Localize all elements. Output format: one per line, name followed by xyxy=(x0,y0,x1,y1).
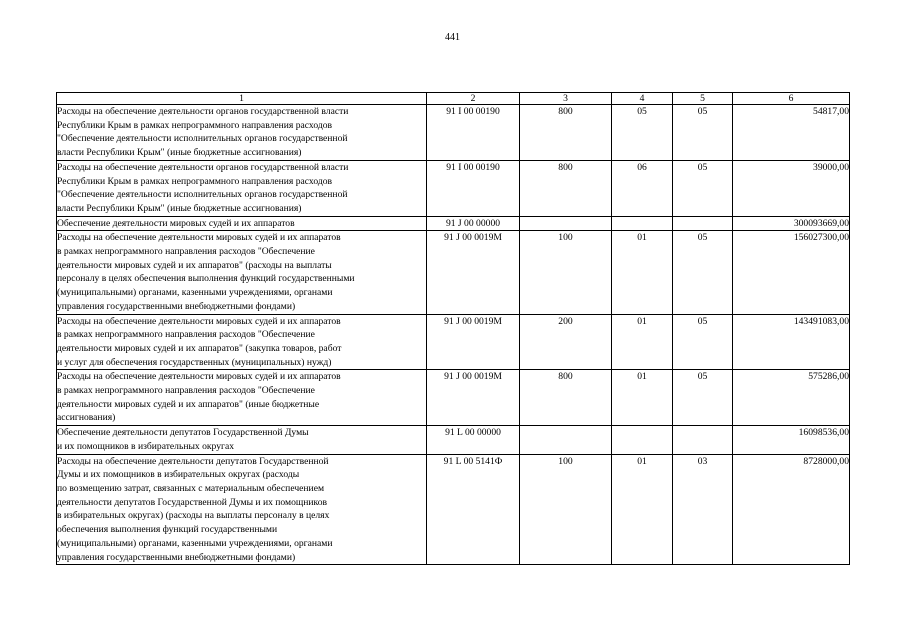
expense-type-cell: 800 xyxy=(520,105,612,161)
subsection-cell: 05 xyxy=(673,231,733,314)
table-row xyxy=(57,426,850,454)
section-cell: 05 xyxy=(612,105,673,161)
table-row xyxy=(57,370,850,426)
expense-description-cell: Обеспечение деятельности мировых судей и их аппаратов xyxy=(57,216,427,231)
column-number-header: 2 xyxy=(427,93,520,105)
section-cell: 01 xyxy=(612,231,673,314)
column-number-header: 5 xyxy=(673,93,733,105)
expense-type-cell xyxy=(520,216,612,231)
subsection-cell: 05 xyxy=(673,314,733,370)
amount-cell: 54817,00 xyxy=(733,105,850,161)
target-article-code-cell: 91 I 00 00190 xyxy=(427,160,520,216)
subsection-cell xyxy=(673,426,733,454)
amount-cell: 143491083,00 xyxy=(733,314,850,370)
section-cell: 01 xyxy=(612,454,673,565)
expense-description-cell: Расходы на обеспечение деятельности депутатов Государственной Думы и их помощников в избирательных округах (расходы по возмещению затрат, связанных с материальным обеспечением деятельности депутатов Государственной Думы и их помощников в избирательных округах) (расходы на выплаты персоналу в целях обеспечения выполнения функций государственными (муниципальными) органами, казенными учреждениями, органами управления государственными внебюджетными фондами) xyxy=(57,454,427,565)
expense-type-cell: 100 xyxy=(520,454,612,565)
column-number-header: 6 xyxy=(733,93,850,105)
target-article-code-cell: 91 J 00 0019М xyxy=(427,231,520,314)
expense-description-cell: Обеспечение деятельности депутатов Государственной Думы и их помощников в избирательных округах xyxy=(57,426,427,454)
amount-cell: 575286,00 xyxy=(733,370,850,426)
subsection-cell: 05 xyxy=(673,105,733,161)
table-row xyxy=(57,105,850,161)
expense-type-cell: 200 xyxy=(520,314,612,370)
expense-description-cell: Расходы на обеспечение деятельности мировых судей и их аппаратов в рамках непрограммного направления расходов "Обеспечение деятельности мировых судей и их аппаратов" (закупка товаров, работ и услуг для обеспечения государственных (муниципальных) нужд) xyxy=(57,314,427,370)
expense-type-cell: 800 xyxy=(520,370,612,426)
target-article-code-cell: 91 L 00 5141Ф xyxy=(427,454,520,565)
table-row xyxy=(57,160,850,216)
expense-description-cell: Расходы на обеспечение деятельности органов государственной власти Республики Крым в рамках непрограммного направления расходов "Обеспечение деятельности исполнительных органов государственной власти Республики Крым" (иные бюджетные ассигнования) xyxy=(57,105,427,161)
target-article-code-cell: 91 J 00 00000 xyxy=(427,216,520,231)
subsection-cell: 03 xyxy=(673,454,733,565)
column-number-header: 1 xyxy=(57,93,427,105)
expense-description-cell: Расходы на обеспечение деятельности мировых судей и их аппаратов в рамках непрограммного направления расходов "Обеспечение деятельности мировых судей и их аппаратов" (иные бюджетные ассигнования) xyxy=(57,370,427,426)
amount-cell: 39000,00 xyxy=(733,160,850,216)
amount-cell: 156027300,00 xyxy=(733,231,850,314)
expense-type-cell xyxy=(520,426,612,454)
target-article-code-cell: 91 J 00 0019М xyxy=(427,314,520,370)
amount-cell: 300093669,00 xyxy=(733,216,850,231)
expense-description-cell: Расходы на обеспечение деятельности органов государственной власти Республики Крым в рамках непрограммного направления расходов "Обеспечение деятельности исполнительных органов государственной власти Республики Крым" (иные бюджетные ассигнования) xyxy=(57,160,427,216)
budget-table xyxy=(56,92,850,565)
page-number: 441 xyxy=(445,32,460,43)
table-row xyxy=(57,231,850,314)
amount-cell: 8728000,00 xyxy=(733,454,850,565)
subsection-cell: 05 xyxy=(673,370,733,426)
table-header-row xyxy=(57,93,850,105)
target-article-code-cell: 91 I 00 00190 xyxy=(427,105,520,161)
table-row xyxy=(57,454,850,565)
table-row xyxy=(57,216,850,231)
section-cell xyxy=(612,216,673,231)
expense-description-cell: Расходы на обеспечение деятельности мировых судей и их аппаратов в рамках непрограммного направления расходов "Обеспечение деятельности мировых судей и их аппаратов" (расходы на выплаты персоналу в целях обеспечения выполнения функций государственными (муниципальными) органами, казенными учреждениями, органами управления государственными внебюджетными фондами) xyxy=(57,231,427,314)
section-cell: 01 xyxy=(612,370,673,426)
subsection-cell: 05 xyxy=(673,160,733,216)
section-cell xyxy=(612,426,673,454)
target-article-code-cell: 91 L 00 00000 xyxy=(427,426,520,454)
section-cell: 01 xyxy=(612,314,673,370)
section-cell: 06 xyxy=(612,160,673,216)
column-number-header: 3 xyxy=(520,93,612,105)
column-number-header: 4 xyxy=(612,93,673,105)
expense-type-cell: 100 xyxy=(520,231,612,314)
table-row xyxy=(57,314,850,370)
target-article-code-cell: 91 J 00 0019М xyxy=(427,370,520,426)
expense-type-cell: 800 xyxy=(520,160,612,216)
amount-cell: 16098536,00 xyxy=(733,426,850,454)
subsection-cell xyxy=(673,216,733,231)
